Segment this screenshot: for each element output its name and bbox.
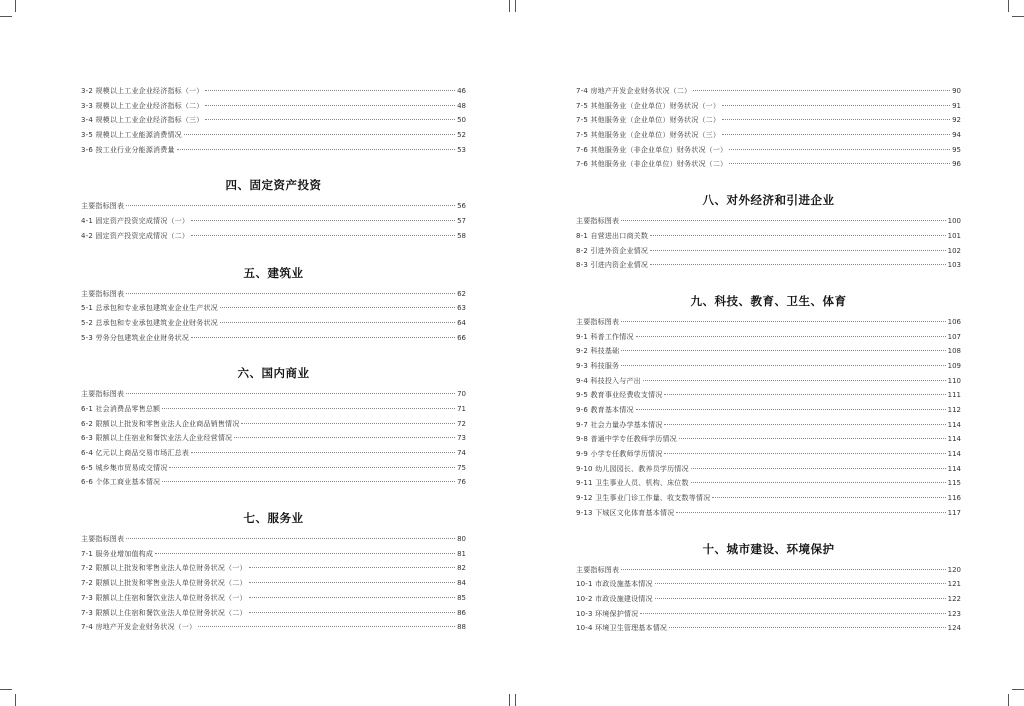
toc-page-number: 114 xyxy=(947,464,961,473)
toc-page-number: 117 xyxy=(947,508,961,517)
toc-entry-label: 7-5 其他服务业（企业单位）财务状况（一） xyxy=(576,101,721,110)
leader-dots xyxy=(155,553,455,554)
toc-entry[interactable] xyxy=(81,316,466,331)
toc-group xyxy=(81,365,466,490)
leader-dots xyxy=(650,264,946,265)
toc-page-number: 111 xyxy=(947,391,961,400)
leader-dots xyxy=(691,468,946,469)
toc-page-number: 52 xyxy=(457,131,466,140)
leader-dots xyxy=(220,307,455,308)
toc-page-number: 85 xyxy=(457,593,466,602)
toc-entry-label: 3-4 规模以上工业企业经济指标（三） xyxy=(81,116,204,125)
toc-page-number: 63 xyxy=(457,304,466,313)
toc-group xyxy=(576,541,961,636)
toc-entry[interactable] xyxy=(81,99,466,114)
section-title: 八、对外经济和引进企业 xyxy=(702,193,835,208)
toc-entry[interactable] xyxy=(576,447,961,462)
toc-entry-label: 9-9 小学专任教师学历情况 xyxy=(576,450,663,459)
toc-entry-label: 7-3 限额以上住宿和餐饮业法人单位财务状况（一） xyxy=(81,593,247,602)
toc-entry-label: 7-2 限额以上批发和零售业法人单位财务状况（一） xyxy=(81,564,247,573)
toc-entry-label: 8-3 引进内资企业情况 xyxy=(576,261,649,270)
toc-entry[interactable] xyxy=(576,99,961,114)
leader-dots xyxy=(650,235,946,236)
crop-mark xyxy=(1008,0,1009,12)
toc-entry[interactable] xyxy=(576,315,961,330)
leader-dots xyxy=(241,423,455,424)
toc-entry-label: 3-2 规模以上工业企业经济指标（一） xyxy=(81,87,204,95)
toc-page-number: 121 xyxy=(947,580,961,589)
toc-entry[interactable] xyxy=(81,591,466,606)
toc-right-page xyxy=(576,84,961,636)
leader-dots xyxy=(177,149,455,150)
toc-entry-label: 7-4 房地产开发企业财务状况（一） xyxy=(81,623,197,632)
toc-entry-label: 7-6 其他服务业（非企业单位）财务状况（二） xyxy=(576,160,728,169)
toc-entry[interactable] xyxy=(81,214,466,229)
toc-entry-label: 6-4 亿元以上商品交易市场汇总表 xyxy=(81,449,190,457)
toc-entry-label: 9-6 教育基本情况 xyxy=(576,406,634,414)
toc-entry[interactable] xyxy=(576,403,961,418)
leader-dots xyxy=(679,438,946,439)
toc-entry-label: 主要指标图表 xyxy=(81,535,125,544)
toc-entry[interactable] xyxy=(576,344,961,359)
leader-dots xyxy=(249,597,455,598)
toc-entry[interactable] xyxy=(576,388,961,403)
toc-entry-label: 9-3 科技服务 xyxy=(576,361,620,370)
toc-entry-label: 主要指标图表 xyxy=(81,390,125,399)
toc-page-number: 70 xyxy=(457,390,466,399)
leader-dots xyxy=(198,626,455,627)
toc-entry-label: 7-5 其他服务业（企业单位）财务状况（三） xyxy=(576,131,721,140)
leader-dots xyxy=(621,569,945,570)
leader-dots xyxy=(729,149,950,150)
toc-entry[interactable] xyxy=(576,418,961,433)
toc-entry[interactable] xyxy=(576,330,961,345)
crop-mark xyxy=(509,0,510,12)
toc-page-number: 57 xyxy=(457,217,466,226)
leader-dots xyxy=(191,235,455,236)
toc-entry[interactable] xyxy=(576,157,961,172)
leader-dots xyxy=(126,538,455,539)
toc-group xyxy=(576,192,961,273)
leader-dots xyxy=(184,134,455,135)
toc-entry-label: 10-1 市政设施基本情况 xyxy=(576,580,653,589)
crop-mark xyxy=(1012,16,1024,17)
toc-entry[interactable] xyxy=(576,359,961,374)
toc-entry[interactable] xyxy=(576,577,961,592)
toc-entry-label: 9-2 科技基础 xyxy=(576,347,620,356)
toc-entry[interactable] xyxy=(576,84,961,99)
leader-dots xyxy=(191,452,455,453)
section-title: 十、城市建设、环境保护 xyxy=(702,541,835,556)
toc-group xyxy=(81,84,466,157)
toc-entry-label: 主要指标图表 xyxy=(576,565,620,574)
toc-entry-label: 9-1 科普工作情况 xyxy=(576,332,634,341)
toc-entry[interactable] xyxy=(576,244,961,259)
toc-page-number: 116 xyxy=(947,494,961,503)
toc-page-number: 88 xyxy=(457,623,466,632)
toc-entry-label: 7-1 服务业增加值构成 xyxy=(81,549,154,558)
leader-dots xyxy=(126,205,455,206)
toc-left-page xyxy=(81,84,466,635)
leader-dots xyxy=(220,322,455,323)
toc-page-number: 74 xyxy=(457,449,466,457)
toc-entry[interactable] xyxy=(81,446,466,461)
toc-entry[interactable] xyxy=(81,84,466,99)
crop-mark xyxy=(515,0,516,12)
toc-entry[interactable] xyxy=(81,576,466,591)
section-title: 五、建筑业 xyxy=(243,265,304,280)
crop-mark xyxy=(1008,694,1009,706)
toc-page-number: 86 xyxy=(457,608,466,617)
toc-page-number: 81 xyxy=(457,549,466,558)
toc-page-number: 110 xyxy=(947,376,961,385)
leader-dots xyxy=(205,105,455,106)
toc-entry-label: 7-3 限额以上住宿和餐饮业法人单位财务状况（二） xyxy=(81,608,247,617)
leader-dots xyxy=(621,350,945,351)
toc-entry-label: 4-2 固定资产投资完成情况（二） xyxy=(81,231,190,240)
leader-dots xyxy=(636,336,946,337)
toc-page-number: 72 xyxy=(457,419,466,428)
toc-page-number: 122 xyxy=(947,594,961,603)
toc-entry-label: 3-3 规模以上工业企业经济指标（二） xyxy=(81,101,204,110)
leader-dots xyxy=(162,481,455,482)
toc-page-number: 90 xyxy=(952,87,961,95)
toc-page-number: 46 xyxy=(457,87,466,95)
toc-page-number: 123 xyxy=(947,609,961,618)
toc-entry-label: 主要指标图表 xyxy=(576,217,620,226)
leader-dots xyxy=(191,220,455,221)
section-title: 七、服务业 xyxy=(243,511,304,526)
leader-dots xyxy=(191,337,455,338)
toc-entry-label: 6-1 社会消费品零售总额 xyxy=(81,404,161,413)
toc-entry-label: 9-10 幼儿园园长、教养员学历情况 xyxy=(576,464,689,473)
leader-dots xyxy=(640,613,945,614)
leader-dots xyxy=(722,105,950,106)
toc-page-number: 71 xyxy=(457,404,466,413)
leader-dots xyxy=(691,482,946,483)
toc-entry-label: 主要指标图表 xyxy=(81,202,125,211)
toc-entry[interactable] xyxy=(81,143,466,158)
leader-dots xyxy=(664,453,945,454)
toc-page-number: 48 xyxy=(457,101,466,110)
leader-dots xyxy=(205,90,455,91)
leader-dots xyxy=(249,567,455,568)
leader-dots xyxy=(664,394,945,395)
toc-page-number: 58 xyxy=(457,231,466,240)
toc-entry[interactable] xyxy=(576,607,961,622)
section-title: 九、科技、教育、卫生、体育 xyxy=(690,293,847,308)
toc-entry-label: 7-6 其他服务业（非企业单位）财务状况（一） xyxy=(576,145,728,154)
toc-entry[interactable] xyxy=(81,431,466,446)
toc-page-number: 115 xyxy=(947,479,961,488)
leader-dots xyxy=(636,409,946,410)
toc-entry[interactable] xyxy=(576,432,961,447)
toc-entry-label: 6-2 限额以上批发和零售业法人企业商品销售情况 xyxy=(81,419,240,428)
leader-dots xyxy=(249,612,455,613)
toc-page-number: 106 xyxy=(947,317,961,326)
toc-page-number: 95 xyxy=(952,145,961,154)
toc-entry[interactable] xyxy=(576,621,961,636)
leader-dots xyxy=(664,424,945,425)
leader-dots xyxy=(126,393,455,394)
toc-page-number: 114 xyxy=(947,450,961,459)
toc-page-number: 124 xyxy=(947,624,961,633)
toc-group xyxy=(81,177,466,243)
leader-dots xyxy=(650,250,946,251)
toc-entry-label: 主要指标图表 xyxy=(576,317,620,326)
leader-dots xyxy=(249,582,455,583)
toc-entry[interactable] xyxy=(81,402,466,417)
leader-dots xyxy=(712,497,945,498)
toc-page-number: 101 xyxy=(947,231,961,240)
toc-entry-label: 8-1 自营进出口商关数 xyxy=(576,231,649,240)
leader-dots xyxy=(676,512,945,513)
toc-page-number: 64 xyxy=(457,318,466,327)
toc-page-number: 75 xyxy=(457,463,466,472)
toc-entry[interactable] xyxy=(81,387,466,402)
toc-page-number: 53 xyxy=(457,145,466,154)
toc-page-number: 120 xyxy=(947,565,961,574)
toc-page-number: 73 xyxy=(457,434,466,443)
toc-page-number: 96 xyxy=(952,160,961,169)
toc-entry-label: 3-5 规模以上工业能源消费情况 xyxy=(81,131,182,140)
toc-page-number: 107 xyxy=(947,332,961,341)
toc-page-number: 103 xyxy=(947,261,961,270)
toc-page-number: 82 xyxy=(457,564,466,573)
toc-entry[interactable] xyxy=(576,592,961,607)
leader-dots xyxy=(621,365,945,366)
toc-entry[interactable] xyxy=(81,301,466,316)
leader-dots xyxy=(169,467,455,468)
toc-entry-label: 6-6 个体工商业基本情况 xyxy=(81,478,161,487)
toc-entry[interactable] xyxy=(81,199,466,214)
toc-entry-label: 9-5 教育事业经费收支情况 xyxy=(576,391,663,400)
crop-mark xyxy=(0,16,12,17)
toc-group xyxy=(81,265,466,346)
toc-entry-label: 4-1 固定资产投资完成情况（一） xyxy=(81,217,190,226)
toc-group xyxy=(576,84,961,172)
toc-entry[interactable] xyxy=(81,475,466,490)
toc-entry-label: 7-4 房地产开发企业财务状况（二） xyxy=(576,87,692,95)
leader-dots xyxy=(126,293,455,294)
toc-group xyxy=(81,510,466,635)
toc-entry[interactable] xyxy=(81,331,466,346)
toc-entry[interactable] xyxy=(576,143,961,158)
toc-page-number: 102 xyxy=(947,246,961,255)
toc-entry-label: 10-2 市政设施建设情况 xyxy=(576,594,653,603)
toc-entry[interactable] xyxy=(576,506,961,521)
toc-entry-label: 7-2 限额以上批发和零售业法人单位财务状况（二） xyxy=(81,579,247,588)
toc-entry[interactable] xyxy=(576,462,961,477)
leader-dots xyxy=(655,598,946,599)
toc-page-number: 92 xyxy=(952,116,961,125)
toc-entry[interactable] xyxy=(81,417,466,432)
crop-mark xyxy=(1012,689,1024,690)
leader-dots xyxy=(722,119,950,120)
toc-page-number: 62 xyxy=(457,289,466,298)
toc-entry[interactable] xyxy=(81,128,466,143)
section-title: 四、固定资产投资 xyxy=(225,178,322,193)
toc-entry-label: 主要指标图表 xyxy=(81,289,125,298)
toc-entry[interactable] xyxy=(81,229,466,244)
toc-entry[interactable] xyxy=(81,287,466,302)
crop-mark xyxy=(515,694,516,706)
toc-entry-label: 10-4 环境卫生管理基本情况 xyxy=(576,624,668,633)
crop-mark xyxy=(509,694,510,706)
leader-dots xyxy=(234,437,455,438)
toc-entry-label: 9-12 卫生事业门诊工作量、收支数等情况 xyxy=(576,494,711,503)
toc-entry-label: 10-3 环境保护情况 xyxy=(576,609,639,618)
toc-entry-label: 9-7 社会力量办学基本情况 xyxy=(576,420,663,429)
toc-entry[interactable] xyxy=(81,561,466,576)
toc-entry-label: 6-3 限额以上住宿业和餐饮业法人企业经营情况 xyxy=(81,434,233,443)
crop-mark xyxy=(15,694,16,706)
toc-entry[interactable] xyxy=(81,547,466,562)
toc-entry[interactable] xyxy=(576,563,961,578)
toc-page-number: 56 xyxy=(457,202,466,211)
toc-entry[interactable] xyxy=(576,374,961,389)
toc-page-number: 114 xyxy=(947,420,961,429)
toc-page-number: 84 xyxy=(457,579,466,588)
toc-entry-label: 9-4 科技投入与产出 xyxy=(576,376,641,385)
toc-entry[interactable] xyxy=(576,258,961,273)
toc-entry[interactable] xyxy=(576,214,961,229)
toc-entry[interactable] xyxy=(576,491,961,506)
leader-dots xyxy=(693,90,950,91)
toc-entry-label: 8-2 引进外资企业情况 xyxy=(576,246,649,255)
leader-dots xyxy=(669,627,946,628)
leader-dots xyxy=(722,134,950,135)
toc-page-number: 94 xyxy=(952,131,961,140)
leader-dots xyxy=(643,380,946,381)
toc-entry[interactable] xyxy=(81,620,466,635)
toc-entry-label: 9-13 下城区文化体育基本情况 xyxy=(576,508,675,517)
toc-entry-label: 5-1 总承包和专业承包建筑业企业生产状况 xyxy=(81,304,218,313)
toc-entry-label: 9-11 卫生事业人员、机构、床位数 xyxy=(576,479,689,488)
toc-entry-label: 6-5 城乡集市贸易成交情况 xyxy=(81,463,168,472)
toc-entry-label: 7-5 其他服务业（企业单位）财务状况（二） xyxy=(576,116,721,125)
crop-mark xyxy=(15,0,16,12)
toc-entry[interactable] xyxy=(576,128,961,143)
toc-entry-label: 3-6 按工业行业分能源消费量 xyxy=(81,145,175,154)
toc-entry[interactable] xyxy=(81,461,466,476)
toc-group xyxy=(576,293,961,521)
toc-page-number: 108 xyxy=(947,347,961,356)
toc-page-number: 91 xyxy=(952,101,961,110)
toc-page-number: 100 xyxy=(947,217,961,226)
toc-entry-label: 9-8 普通中学专任教师学历情况 xyxy=(576,435,677,444)
leader-dots xyxy=(621,321,945,322)
leader-dots xyxy=(205,119,455,120)
toc-page-number: 80 xyxy=(457,535,466,544)
toc-entry[interactable] xyxy=(81,113,466,128)
toc-entry[interactable] xyxy=(576,229,961,244)
toc-page-number: 66 xyxy=(457,333,466,342)
leader-dots xyxy=(655,583,946,584)
toc-entry[interactable] xyxy=(81,532,466,547)
toc-entry[interactable] xyxy=(576,113,961,128)
toc-page-number: 76 xyxy=(457,478,466,487)
leader-dots xyxy=(621,220,945,221)
toc-page-number: 112 xyxy=(947,406,961,414)
leader-dots xyxy=(162,408,455,409)
toc-entry[interactable] xyxy=(576,476,961,491)
toc-page-number: 114 xyxy=(947,435,961,444)
section-title: 六、国内商业 xyxy=(237,366,310,381)
toc-entry[interactable] xyxy=(81,606,466,621)
toc-page-number: 109 xyxy=(947,361,961,370)
crop-mark xyxy=(0,689,12,690)
leader-dots xyxy=(729,163,950,164)
toc-entry-label: 5-3 劳务分包建筑业企业财务状况 xyxy=(81,333,190,342)
toc-page-number: 50 xyxy=(457,116,466,125)
toc-entry-label: 5-2 总承包和专业承包建筑业企业财务状况 xyxy=(81,318,218,327)
